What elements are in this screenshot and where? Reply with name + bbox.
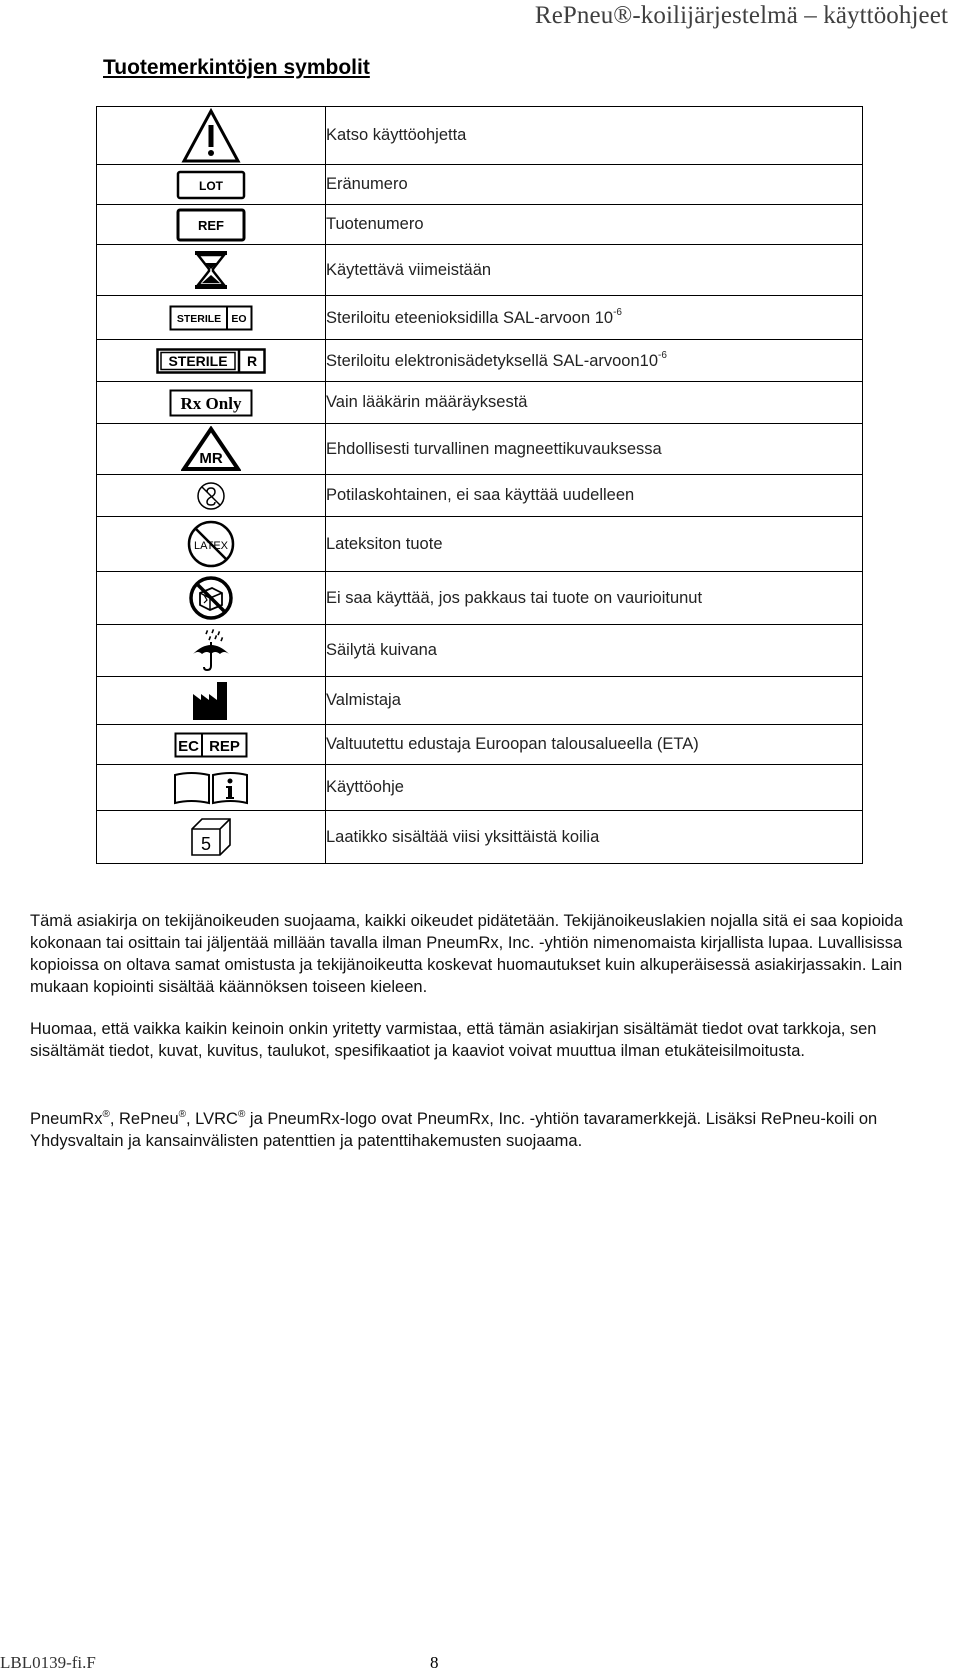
symbol-cell: [97, 811, 326, 864]
eo-label: EO: [231, 312, 247, 325]
symbol-cell: [97, 165, 326, 205]
trademark-text: PneumRx: [30, 1110, 103, 1128]
r-label: R: [246, 352, 258, 369]
description-text: Potilaskohtainen, ei saa käyttää uudelleen: [326, 486, 635, 504]
document-header: RePneu®-koilijärjestelmä – käyttöohjeet: [534, 2, 948, 29]
ec-label: EC: [178, 737, 199, 755]
do-not-reuse-icon: [195, 480, 227, 512]
latex-label: LATEX: [193, 540, 229, 552]
hourglass-icon: [193, 249, 229, 291]
registered-mark: ®: [237, 1109, 246, 1120]
description-text: Ehdollisesti turvallinen magneettikuvauksessa: [326, 439, 662, 458]
description-text: Valmistaja: [326, 691, 401, 709]
symbol-description: [326, 572, 863, 625]
rx-only-icon: [169, 389, 253, 417]
symbol-cell: [97, 296, 326, 340]
table-row: [97, 725, 863, 765]
symbol-cell: [97, 625, 326, 677]
page-number: 8: [430, 1653, 439, 1672]
symbol-cell: [97, 677, 326, 725]
symbol-cell: [97, 572, 326, 625]
symbol-description: [326, 677, 863, 725]
description-text: Ei saa käyttää, jos pakkaus tai tuote on vaurioitunut: [326, 588, 703, 607]
symbol-cell: [97, 107, 326, 165]
registered-mark: ®: [178, 1109, 186, 1120]
trademark-text: ja PneumRx-logo ovat PneumRx, Inc. -yhtiön tavaramerkkejä. Lisäksi RePneu-koili on Yhdysvaltain ja kansainvälisten patenttien ja patenttihakemusten suojaama.: [30, 1110, 878, 1150]
symbol-cell: [97, 205, 326, 245]
symbol-description: [326, 625, 863, 677]
symbol-cell: [97, 475, 326, 517]
trademark-text: , LVRC: [186, 1110, 238, 1128]
table-row: [97, 517, 863, 572]
section-title: Tuotemerkintöjen symbolit: [103, 56, 370, 79]
symbol-description: [326, 296, 863, 340]
symbol-description: [326, 245, 863, 296]
symbols-table: [96, 106, 863, 864]
description-text: Lateksiton tuote: [326, 534, 443, 553]
table-row: [97, 165, 863, 205]
description-text: Käytettävä viimeistään: [326, 260, 492, 279]
table-row: [97, 340, 863, 382]
trademark-text: , RePneu: [109, 1110, 179, 1128]
symbol-cell: [97, 424, 326, 475]
symbol-cell: [97, 245, 326, 296]
symbol-cell: [97, 765, 326, 811]
table-row: [97, 811, 863, 864]
ref-icon: [176, 208, 246, 242]
symbol-description: [326, 107, 863, 165]
symbol-description: [326, 205, 863, 245]
latex-free-icon: [185, 519, 237, 569]
keep-dry-icon: [189, 628, 233, 674]
symbol-description: [326, 424, 863, 475]
superscript: -6: [658, 350, 667, 361]
lot-icon: [176, 170, 246, 200]
rep-label: REP: [209, 737, 240, 755]
caution-warning-icon: [181, 108, 241, 164]
symbol-cell: [97, 517, 326, 572]
description-text: Valtuutettu edustaja Euroopan talousalueella (ETA): [326, 735, 699, 753]
description-text: Käyttöohje: [326, 778, 404, 796]
symbol-cell: [97, 382, 326, 424]
description-text: Eränumero: [326, 175, 408, 193]
description-text: Vain lääkärin määräyksestä: [326, 393, 528, 411]
copyright-paragraph: Tämä asiakirja on tekijänoikeuden suojaama, kaikki oikeudet pidätetään. Tekijänoikeuslakien nojalla sitä ei saa kopioida kokonaan tai osittain tai jäljentää millään tavalla ilman PneumRx, Inc. -yhtiön nimenomaista kirjallista lupaa. Luvallisissa kopioissa on oltava samat omistusta ja tekijänoikeutta koskevat huomautukset kuin alkuperäisessä asiakirjassakin. Lain mukaan kopiointi sisältää käännöksen toiseen kieleen.: [30, 912, 903, 996]
table-row: [97, 245, 863, 296]
symbol-description: [326, 382, 863, 424]
description-text: Laatikko sisältää viisi yksittäistä koilia: [326, 827, 600, 846]
lot-label: LOT: [199, 178, 223, 193]
table-row: [97, 625, 863, 677]
table-row: [97, 382, 863, 424]
description-text: Katso käyttöohjetta: [326, 126, 467, 144]
superscript: -6: [613, 307, 622, 318]
damaged-package-icon: [188, 575, 234, 621]
sterile-label: STERILE: [176, 312, 222, 325]
mr-conditional-icon: [181, 426, 241, 472]
document-code: LBL0139-fi.F: [0, 1653, 96, 1672]
manufacturer-icon: [191, 680, 231, 722]
symbol-description: [326, 765, 863, 811]
table-row: [97, 677, 863, 725]
symbol-description: [326, 517, 863, 572]
mr-label: MR: [199, 450, 223, 467]
instructions-book-icon: [173, 771, 249, 805]
symbol-description: [326, 475, 863, 517]
description-text: Steriloitu elektronisädetyksellä SAL-arvoon10: [326, 352, 659, 370]
registered-mark: ®: [102, 1109, 110, 1120]
symbol-description: [326, 340, 863, 382]
description-text: Säilytä kuivana: [326, 641, 437, 659]
sterile-eo-icon: [169, 305, 253, 331]
table-row: [97, 296, 863, 340]
sterile-r-icon: [156, 348, 266, 374]
symbol-description: [326, 811, 863, 864]
table-row: [97, 475, 863, 517]
ec-rep-icon: [174, 732, 248, 758]
symbol-description: [326, 725, 863, 765]
description-text: Steriloitu eteenioksidilla SAL-arvoon 10: [326, 309, 614, 327]
symbol-cell: [97, 340, 326, 382]
table-row: [97, 205, 863, 245]
box-quantity-icon: [188, 815, 234, 859]
notice-paragraph: Huomaa, että vaikka kaikin keinoin onkin yritetty varmistaa, että tämän asiakirjan sisältämät tiedot ovat tarkkoja, sen sisältämät tiedot, kuvat, kuvitus, taulukot, spesifikaatiot ja kaaviot voivat muuttua ilman etukäteisilmoitusta.: [30, 1020, 877, 1060]
rx-only-label: Rx Only: [180, 393, 242, 413]
trademark-paragraph: [30, 1104, 935, 1152]
description-text: Tuotenumero: [326, 215, 424, 233]
symbol-description: [326, 165, 863, 205]
table-row: [97, 107, 863, 165]
table-row: [97, 765, 863, 811]
sterile-label: STERILE: [168, 352, 228, 369]
ref-label: REF: [198, 217, 224, 233]
symbol-cell: [97, 725, 326, 765]
box-count-label: 5: [200, 834, 212, 854]
table-row: [97, 424, 863, 475]
table-row: [97, 572, 863, 625]
